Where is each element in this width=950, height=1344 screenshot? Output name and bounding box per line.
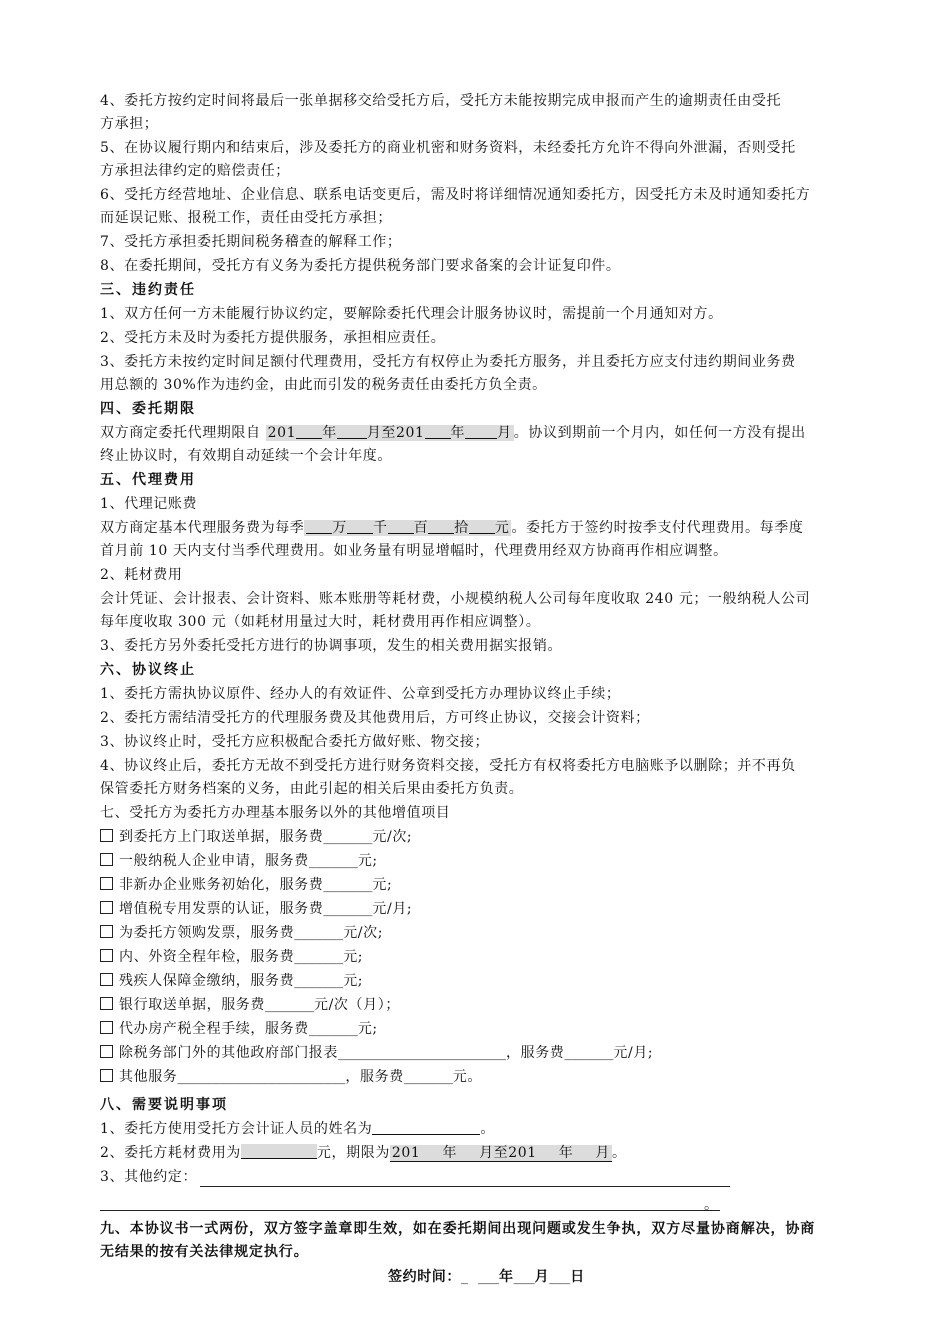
term-year-end-blank[interactable] [425,424,451,439]
term-post: 。协议到期前一个月内，如任何一方没有提出 [513,425,806,441]
material-nian-1: 年 [442,1145,458,1161]
notes-item-2 [100,1142,890,1164]
item-5-suffix: 元/次; [343,925,384,941]
term-year-end: 201 [396,425,425,441]
clause-2-4-line2: 方承担； [100,116,159,132]
value-added-item-3 [100,874,890,896]
clause-2-6-line2: 而延误记账、报税工作，责任由受托方承担； [100,210,392,226]
item-1-label: 到委托方上门取送单据，服务费 [119,829,324,845]
signing-time [388,1266,688,1288]
fee-sub-1: 1、代理记账费 [100,496,198,512]
fee-amount-line [100,517,890,539]
fee-yuan-blank[interactable] [469,519,495,534]
material-fee-blank[interactable] [241,1144,317,1159]
item-4-suffix: 元/月; [372,901,413,917]
term-yue-end: 月 [497,425,512,441]
material-yue-end: 月 [595,1145,611,1161]
item-10-mid: ，服务费 [506,1045,565,1061]
clause-2-4-line1: 4、委托方按约定时间将最后一张单据移交给受托方后，受托方未能按期完成申报而产生的逾期责任由受托 [100,93,782,109]
notes-2-mid: 元，期限为 [316,1145,390,1161]
checkbox-item-4[interactable] [100,901,113,914]
sign-ri: 日 [570,1269,585,1285]
clause-6-3: 3、协议终止时，受托方应积极配合委托方做好账、物交接； [100,734,490,750]
other-terms-end: 。 [704,1197,719,1213]
material-year-start: 201 [391,1145,421,1161]
fee-wan-blank[interactable] [306,519,332,534]
item-3-fee-blank[interactable]: _______ [323,877,373,893]
fee-sub-2: 2、耗材费用 [100,567,183,583]
value-added-item-10 [100,1042,890,1064]
material-line2: 每年度收取 300 元（如耗材用量过大时，耗材费用再作相应调整）。 [100,614,541,630]
sign-nian: 年 [499,1269,514,1285]
section-9-line1: 九、本协议书一式两份，双方签字盖章即生效，如在委托期间出现问题或发生争执，双方尽量协商解决，协商 [100,1221,816,1237]
notes-1-label: 1、委托方使用受托方会计证人员的姓名为 [100,1121,373,1137]
item-5-fee-blank[interactable]: _______ [294,925,344,941]
clause-6-4-line1: 4、协议终止后，委托方无故不到受托方进行财务资料交接，受托方有权将委托方电脑账予以删除；并不再负 [100,758,796,774]
clause-2-6-line1: 6、受托方经营地址、企业信息、联系电话变更后，需及时将详细情况通知委托方，因受托方未及时通知委托方 [100,187,811,203]
sign-yue: 月 [534,1269,550,1285]
value-added-item-2 [100,850,890,872]
item-5-label: 为委托方领购发票，服务费 [119,925,295,941]
item-11-fee-blank[interactable]: _______ [403,1069,453,1085]
notes-2-label: 2、委托方耗材费用为 [100,1145,241,1161]
item-4-fee-blank[interactable]: _______ [323,901,373,917]
section-8-title: 八、需要说明事项 [100,1097,228,1113]
checkbox-item-6[interactable] [100,949,113,962]
material-period-field[interactable] [390,1145,612,1162]
sign-day-blank[interactable]: ___ [549,1269,571,1285]
value-added-item-11 [100,1066,890,1088]
fee-qian: 千 [373,520,388,536]
clause-3-1: 1、双方任何一方未能履行协议约定，要解除委托代理会计服务协议时，需提前一个月通知对方。 [100,306,723,322]
checkbox-item-11[interactable] [100,1069,113,1082]
section-3-title: 三、违约责任 [100,282,196,298]
item-10-fee-blank[interactable]: _______ [564,1045,614,1061]
checkbox-item-1[interactable] [100,829,113,842]
clause-3-3-line2: 用总额的 30%作为违约金，由此而引发的税务责任由委托方负全责。 [100,377,547,393]
clause-3-3-line1: 3、委托方未按约定时间足额付代理费用，受托方有权停止为委托方服务，并且委托方应支付违约期间业务费 [100,354,796,370]
fee-sub-3: 3、委托方另外委托受托方进行的协调事项，发生的相关费用据实报销。 [100,638,563,654]
item-9-fee-blank[interactable]: _______ [308,1021,358,1037]
section-9-line2: 无结果的按有关法律规定执行。 [100,1244,309,1260]
term-yue-zhi: 月至 [366,425,397,441]
clause-6-1: 1、委托方需执协议原件、经办人的有效证件、公章到受托方办理协议终止手续； [100,686,621,702]
sign-year-blank[interactable]: ___ [478,1269,499,1285]
term-month-start-blank[interactable] [337,424,367,439]
item-10-suffix: 元/月; [613,1045,654,1061]
notes-2-end: 。 [612,1145,627,1161]
item-2-label: 一般纳税人企业申请，服务费 [119,853,309,869]
section-5-title: 五、代理费用 [100,472,196,488]
value-added-item-8 [100,994,890,1016]
checkbox-item-5[interactable] [100,925,113,938]
fee-line2: 首月前 10 天内支付当季代理费用。如业务量有明显增幅时，代理费用经双方协商再作相应调整。 [100,543,728,559]
fee-shi: 拾 [454,520,469,536]
item-7-suffix: 元; [343,973,364,989]
item-8-label: 银行取送单据，服务费 [119,997,265,1013]
fee-amount-field[interactable] [304,520,511,536]
item-6-suffix: 元; [343,949,364,965]
item-11-suffix: 元。 [452,1069,483,1085]
fee-shi-blank[interactable] [428,519,454,534]
checkbox-item-9[interactable] [100,1021,113,1034]
item-4-label: 增值税专用发票的认证，服务费 [119,901,324,917]
item-2-fee-blank[interactable]: _______ [308,853,358,869]
sign-month-blank[interactable]: ___ [513,1269,535,1285]
term-line2: 终止协议时，有效期自动延续一个会计年度。 [100,448,392,464]
item-6-fee-blank[interactable]: _______ [294,949,344,965]
term-year-start: 201 [267,425,297,441]
term-year-start-blank[interactable] [296,424,322,439]
notes-item-1 [100,1118,890,1140]
fee-bai: 百 [413,520,429,536]
material-yue-zhi: 月至 [479,1145,509,1161]
fee-qian-blank[interactable] [347,519,373,534]
clause-2-8: 8、在委托期间，受托方有义务为委托方提供税务部门要求备案的会计证复印件。 [100,258,621,274]
value-added-item-1 [100,826,890,848]
item-7-label: 残疾人保障金缴纳，服务费 [119,973,295,989]
notes-1-end: 。 [480,1121,495,1137]
item-2-suffix: 元; [357,853,378,869]
item-1-fee-blank[interactable]: _______ [323,829,373,845]
notes-item-3: 3、其他约定： [100,1169,198,1185]
fee-yuan: 元 [494,520,510,536]
checkbox-item-8[interactable] [100,997,113,1010]
fee-post: 。委托方于签约时按季支付代理费用。每季度 [511,520,804,536]
item-6-label: 内、外资全程年检，服务费 [119,949,295,965]
other-terms-line-1[interactable] [200,1186,730,1187]
item-11-label: 其他服务 [119,1069,178,1085]
checkbox-item-2[interactable] [100,853,113,866]
other-terms-line-2[interactable] [100,1210,720,1211]
cert-person-name-blank[interactable] [372,1120,480,1135]
item-7-fee-blank[interactable]: _______ [294,973,344,989]
term-month-end-blank[interactable] [465,424,497,439]
section-7-title: 七、受托方为委托方办理基本服务以外的其他增值项目 [100,805,451,821]
item-1-suffix: 元/次; [372,829,413,845]
term-nian-2: 年 [450,425,466,441]
section-6-title: 六、协议终止 [100,662,196,678]
value-added-item-9 [100,1018,890,1040]
clause-6-4-line2: 保管委托方财务档案的义务，由此引起的相关后果由委托方负责。 [100,781,524,797]
value-added-item-7 [100,970,890,992]
fee-pre: 双方商定基本代理服务费为每季 [100,520,305,536]
item-3-label: 非新办企业账务初始化，服务费 [119,877,324,893]
clause-2-5-line2: 方承担法律约定的赔偿责任； [100,163,290,179]
material-nian-2: 年 [558,1145,574,1161]
item-10-blank[interactable]: ________________________ [338,1045,506,1061]
fee-bai-blank[interactable] [388,519,414,534]
item-3-suffix: 元; [372,877,393,893]
item-9-label: 代办房产税全程手续，服务费 [119,1021,309,1037]
clause-3-2: 2、受托方未及时为委托方提供服务，承担相应责任。 [100,330,446,346]
section-4-title: 四、委托期限 [100,401,196,417]
item-9-suffix: 元; [357,1021,378,1037]
term-nian-1: 年 [322,425,337,441]
item-8-suffix: 元/次（月）； [314,997,400,1013]
material-line1: 会计凭证、会计报表、会计资料、账本账册等耗材费，小规模纳税人公司每年度收取 240 元；一般纳税人公司 [100,591,811,607]
term-pre: 双方商定委托代理期限自 [100,425,261,441]
fee-wan: 万 [332,520,348,536]
value-added-item-5 [100,922,890,944]
term-date-range[interactable] [266,425,514,441]
checkbox-item-7[interactable] [100,973,113,986]
item-11-mid: ，服务费 [345,1069,404,1085]
material-year-end: 201 [508,1145,537,1161]
checkbox-item-3[interactable] [100,877,113,890]
term-period-line [100,422,890,444]
clause-2-7: 7、受托方承担委托期间税务稽查的解释工作； [100,234,402,250]
item-8-fee-blank[interactable]: _______ [265,997,314,1013]
item-11-blank[interactable]: ________________________ [177,1069,346,1085]
item-10-label: 除税务部门外的其他政府部门报表 [119,1045,338,1061]
value-added-item-4 [100,898,890,920]
sign-blank-1[interactable]: _ [461,1269,468,1285]
clause-2-5-line1: 5、在协议履行期内和结束后，涉及委托方的商业机密和财务资料，未经委托方允许不得向外泄漏，否则受托 [100,140,796,156]
signing-time-label: 签约时间： [388,1269,461,1285]
value-added-item-6 [100,946,890,968]
clause-6-2: 2、委托方需结清受托方的代理服务费及其他费用后，方可终止协议，交接会计资料； [100,710,650,726]
checkbox-item-10[interactable] [100,1045,113,1058]
